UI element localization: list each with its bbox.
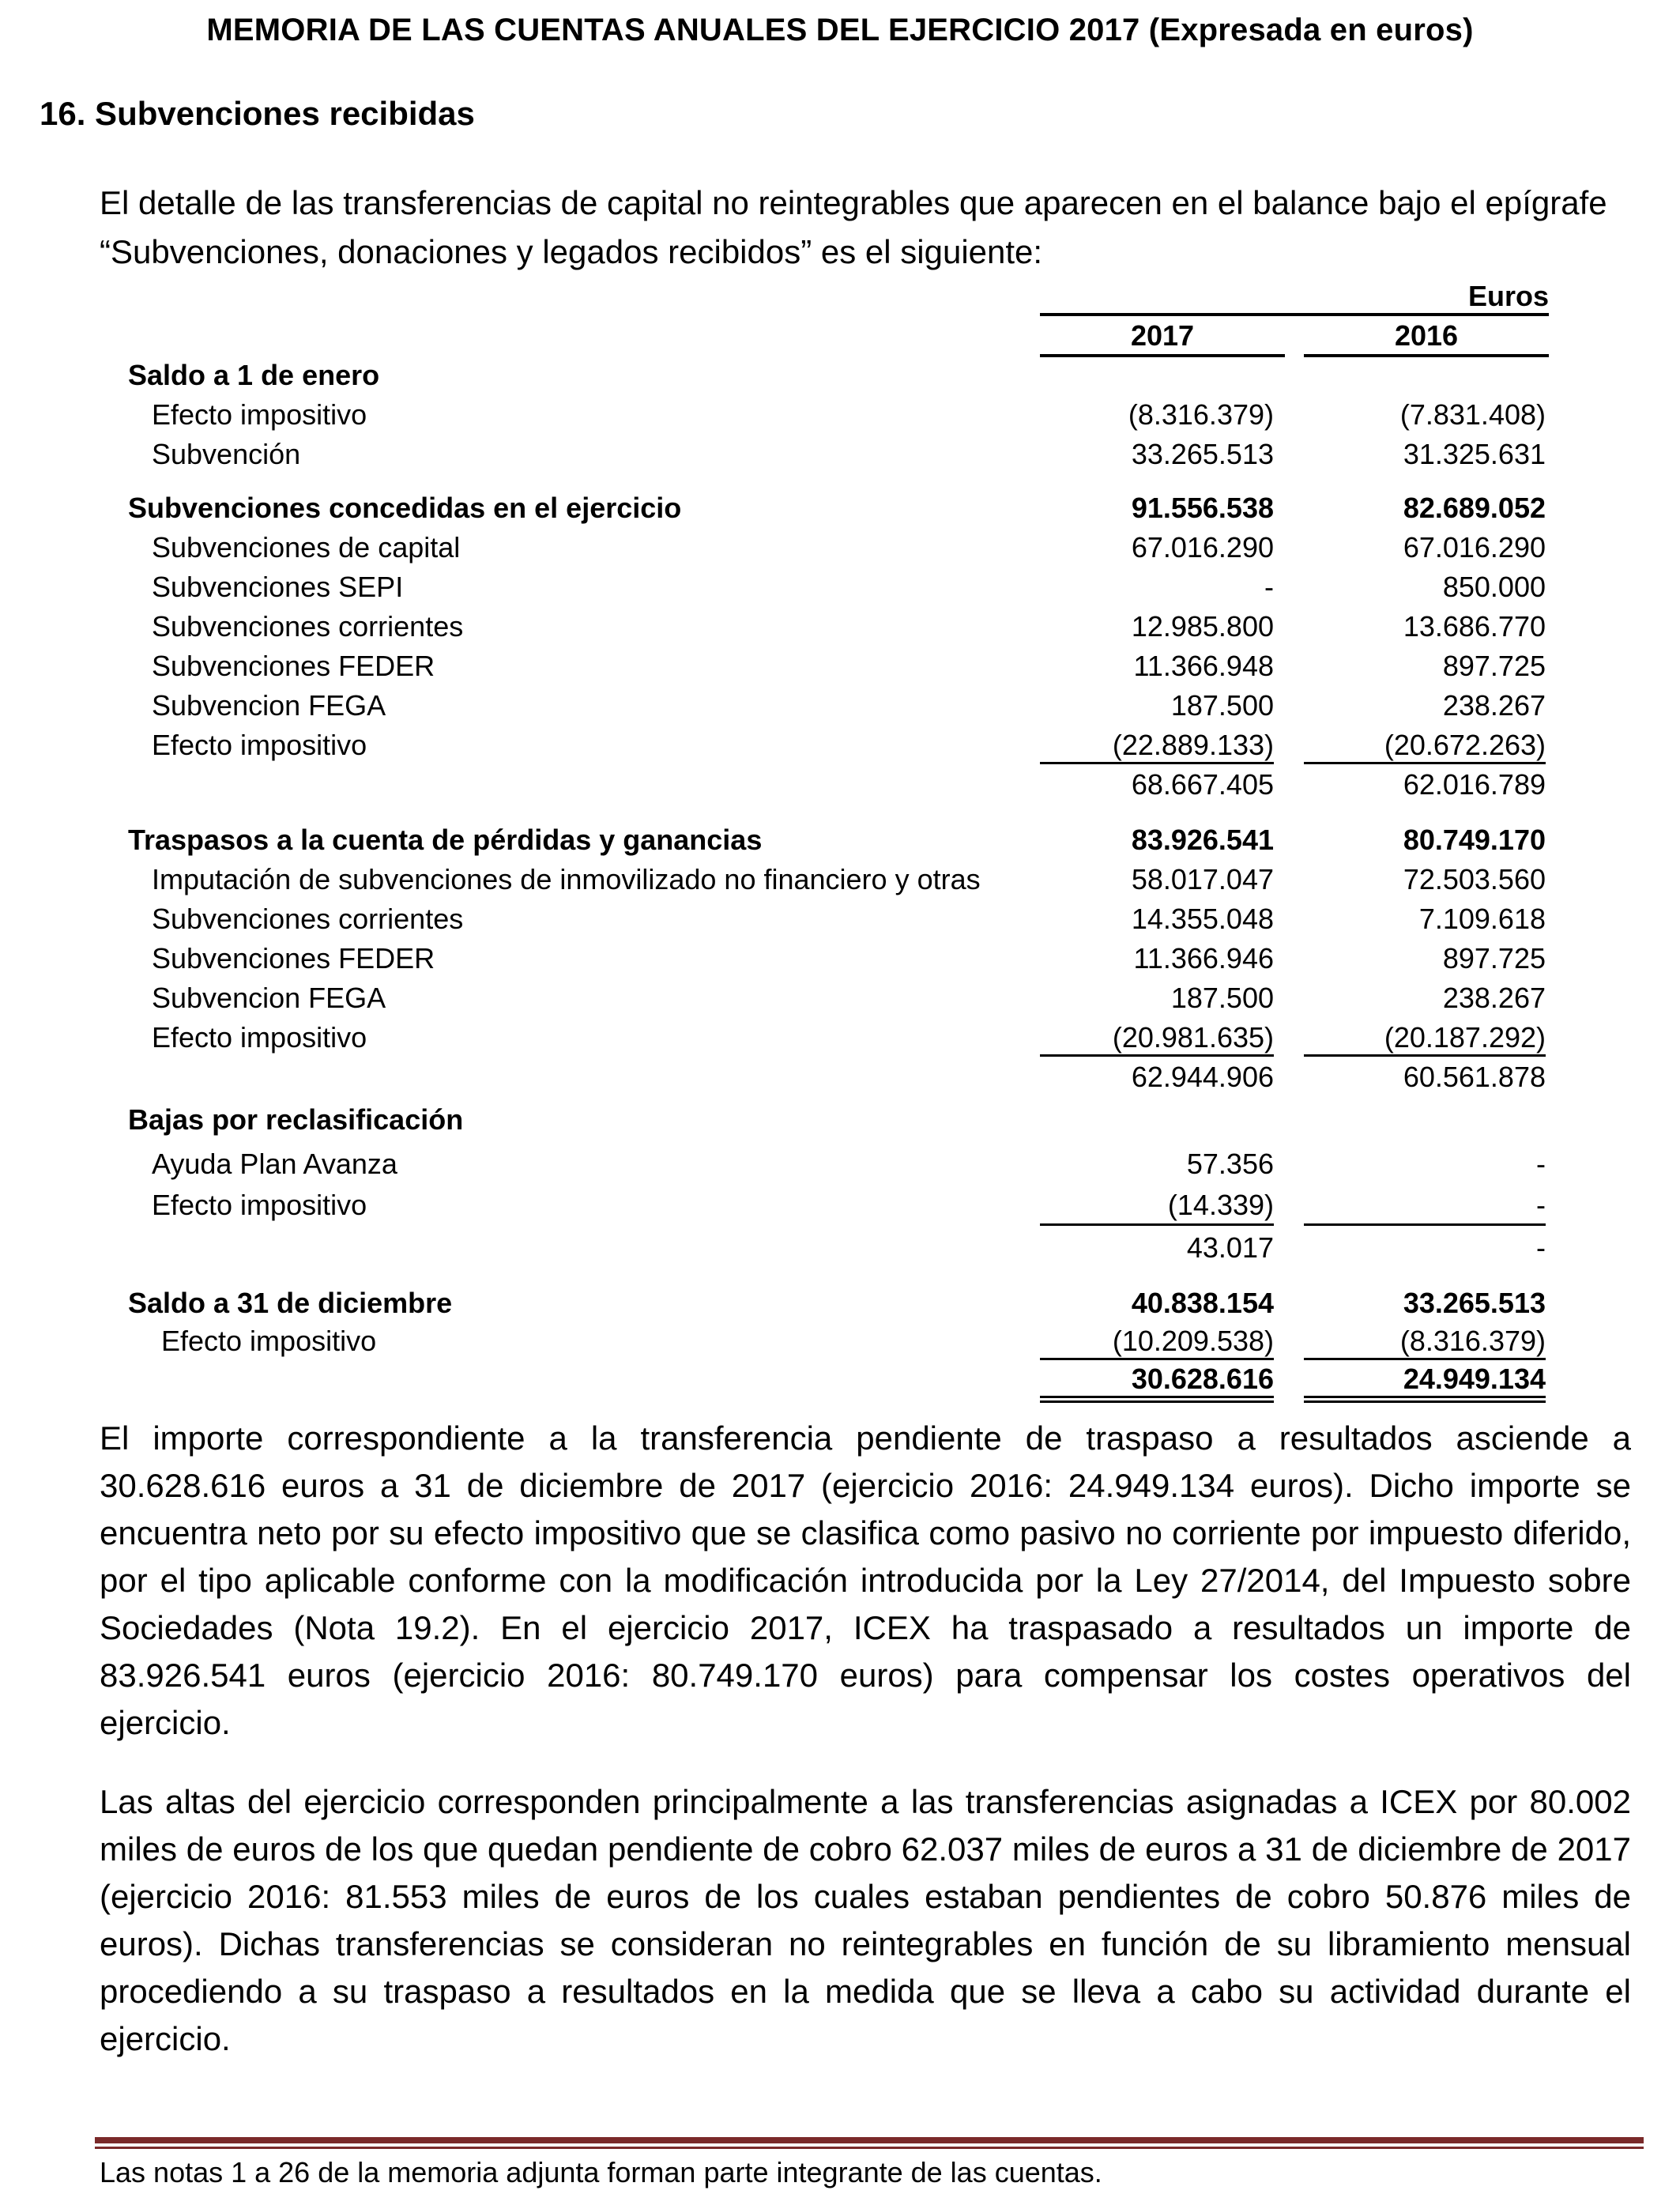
year-header-2017: 2017 [1130,319,1195,352]
row-label: Subvenciones FEDER [152,650,435,682]
intro-paragraph: El detalle de las transferencias de capital no reintegrables que aparecen en el balance bajo el epígrafe “Subvenciones, donaciones y legados recibidos” es el siguiente: [100,184,1607,270]
double-rule [1040,1396,1274,1398]
value-2016: 897.725 [1442,650,1546,682]
value-2016: 238.267 [1442,689,1546,722]
row-label: Ayuda Plan Avanza [152,1148,397,1180]
subtotal-rule [1040,762,1274,764]
value-2016: 31.325.631 [1403,438,1546,470]
value-2016: 24.949.134 [1403,1363,1546,1395]
value-2017: 11.366.948 [1133,650,1274,682]
total-row [0,1361,1680,1397]
row-label: Subvenciones corrientes [152,610,464,643]
row-label: Subvenciones corrientes [152,903,464,935]
table-row [0,648,1680,684]
value-2017: (14.339) [1167,1189,1274,1221]
total-rule [1304,1358,1546,1360]
row-label: Subvenciones FEDER [152,942,435,974]
footer-note: Las notas 1 a 26 de la memoria adjunta forman parte integrante de las cuentas. [100,2156,1102,2188]
row-label: Efecto impositivo [152,1189,367,1221]
value-2016: 897.725 [1442,942,1546,974]
row-label: Imputación de subvenciones de inmovilizado no financiero y otras [152,863,981,895]
row-label: Subvenciones SEPI [152,571,404,603]
table-row [0,861,1680,898]
row-label: Efecto impositivo [152,398,367,431]
section-title: 16. Subvenciones recibidas [40,95,475,132]
table-row [0,688,1680,724]
year-header-2016: 2016 [1394,319,1459,352]
row-label: Saldo a 1 de enero [128,359,380,391]
table-row [0,609,1680,645]
value-2017: (8.316.379) [1128,398,1274,431]
value-2016: (7.831.408) [1399,398,1546,431]
table-row [0,397,1680,433]
value-2016: 72.503.560 [1403,863,1546,895]
table-row [0,436,1680,473]
table-row [0,1323,1680,1359]
subtotal-rule [1040,1223,1274,1226]
value-2016: 60.561.878 [1403,1061,1546,1093]
value-2016: 82.689.052 [1403,492,1546,524]
double-rule [1304,1400,1546,1403]
value-2016: (20.672.263) [1384,729,1546,761]
value-2017: 58.017.047 [1131,863,1274,895]
footer-rule-thin [95,2147,1644,2149]
table-row [0,1146,1680,1182]
value-2017: 62.944.906 [1131,1061,1274,1093]
value-2016: - [1536,1189,1546,1221]
value-2017: 91.556.538 [1131,492,1274,524]
subtotal-row [0,767,1680,803]
row-label: Traspasos a la cuenta de pérdidas y ganancias [128,824,763,856]
row-label: Subvencion FEGA [152,982,386,1014]
table-row [0,980,1680,1016]
value-2016: 7.109.618 [1418,903,1546,935]
value-2016: 62.016.789 [1403,768,1546,801]
value-2017: 30.628.616 [1131,1363,1274,1395]
paragraph-2: Las altas del ejercicio corresponden principalmente a las transferencias asignadas a ICEX por 80.002 miles de euros de los que quedan pendiente de cobro 62.037 miles de euros a 31 de diciembre de 2017 (ejercicio 2016: 81.553 miles de euros de los cuales estaban pendientes de cobro 50.876 miles de euros). Dichas transferencias se consideran no reintegrables en función de su libramiento mensual procediendo a su traspaso a resultados en la medida que se lleva a cabo su actividad durante el ejercicio. [100,1783,1631,2057]
table-row [0,1020,1680,1056]
value-2016: - [1536,1231,1546,1264]
value-2016: 238.267 [1442,982,1546,1014]
value-2016: (20.187.292) [1384,1021,1546,1054]
header-rule [1040,313,1549,316]
subtotal-row [0,1059,1680,1095]
double-rule [1304,1396,1546,1398]
value-2016: (8.316.379) [1399,1325,1546,1357]
row-label: Subvenciones concedidas en el ejercicio [128,492,682,524]
row-label: Bajas por reclasificación [128,1103,464,1136]
value-2017: 40.838.154 [1131,1287,1274,1319]
row-label: Efecto impositivo [161,1325,377,1357]
value-2016: 33.265.513 [1403,1287,1546,1319]
value-2017: 187.500 [1170,689,1274,722]
value-2017: (22.889.133) [1112,729,1274,761]
value-2017: (10.209.538) [1112,1325,1274,1357]
value-2016: 13.686.770 [1403,610,1546,643]
value-2017: 12.985.800 [1131,610,1274,643]
subtotal-rule [1304,1054,1546,1057]
subtotal-rule [1304,762,1546,764]
table-row [0,357,1680,394]
subtotal-rule [1304,1223,1546,1226]
table-row [0,569,1680,605]
row-label: Saldo a 31 de diciembre [128,1287,453,1319]
table-row [0,530,1680,566]
value-2017: 68.667.405 [1131,768,1274,801]
table-row [0,1285,1680,1321]
value-2016: 80.749.170 [1403,824,1546,856]
table-row [0,1187,1680,1223]
table-row [0,490,1680,526]
table-row [0,901,1680,937]
document-header: MEMORIA DE LAS CUENTAS ANUALES DEL EJERCICIO 2017 (Expresada en euros) [206,13,1474,47]
value-2017: 14.355.048 [1131,903,1274,935]
value-2017: 67.016.290 [1131,531,1274,564]
table-row [0,941,1680,977]
value-2017: 83.926.541 [1131,824,1274,856]
currency-label: Euros [1467,280,1549,312]
value-2016: 850.000 [1442,571,1546,603]
paragraph-1: El importe correspondiente a la transferencia pendiente de traspaso a resultados asciende a 30.628.616 euros a 31 de diciembre de 2017 (ejercicio 2016: 24.949.134 euros). Dicho importe se encuentra neto por su efecto impositivo que se clasifica como pasivo no corriente por impuesto diferido, por el tipo aplicable conforme con la modificación introducida por la Ley 27/2014, del Impuesto sobre Sociedades (Nota 19.2). En el ejercicio 2017, ICEX ha traspasado a resultados un importe de 83.926.541 euros (ejercicio 2016: 80.749.170 euros) para compensar los costes operativos del ejercicio. [100,1419,1631,1741]
table-row [0,727,1680,763]
subtotal-rule [1040,1054,1274,1057]
row-label: Subvención [152,438,301,470]
value-2017: 187.500 [1170,982,1274,1014]
value-2017: (20.981.635) [1112,1021,1274,1054]
row-label: Subvencion FEGA [152,689,386,722]
double-rule [1040,1400,1274,1403]
value-2017: 11.366.946 [1133,942,1274,974]
row-label: Efecto impositivo [152,1021,367,1054]
value-2017: 57.356 [1186,1148,1274,1180]
value-2017: - [1264,571,1274,603]
footer-rule [95,2137,1644,2143]
subtotal-row [0,1230,1680,1266]
table-row [0,822,1680,858]
row-label: Efecto impositivo [152,729,367,761]
table-row [0,1102,1680,1138]
value-2016: 67.016.290 [1403,531,1546,564]
total-rule [1040,1358,1274,1360]
value-2016: - [1536,1148,1546,1180]
row-label: Subvenciones de capital [152,531,461,564]
value-2017: 33.265.513 [1131,438,1274,470]
value-2017: 43.017 [1186,1231,1274,1264]
